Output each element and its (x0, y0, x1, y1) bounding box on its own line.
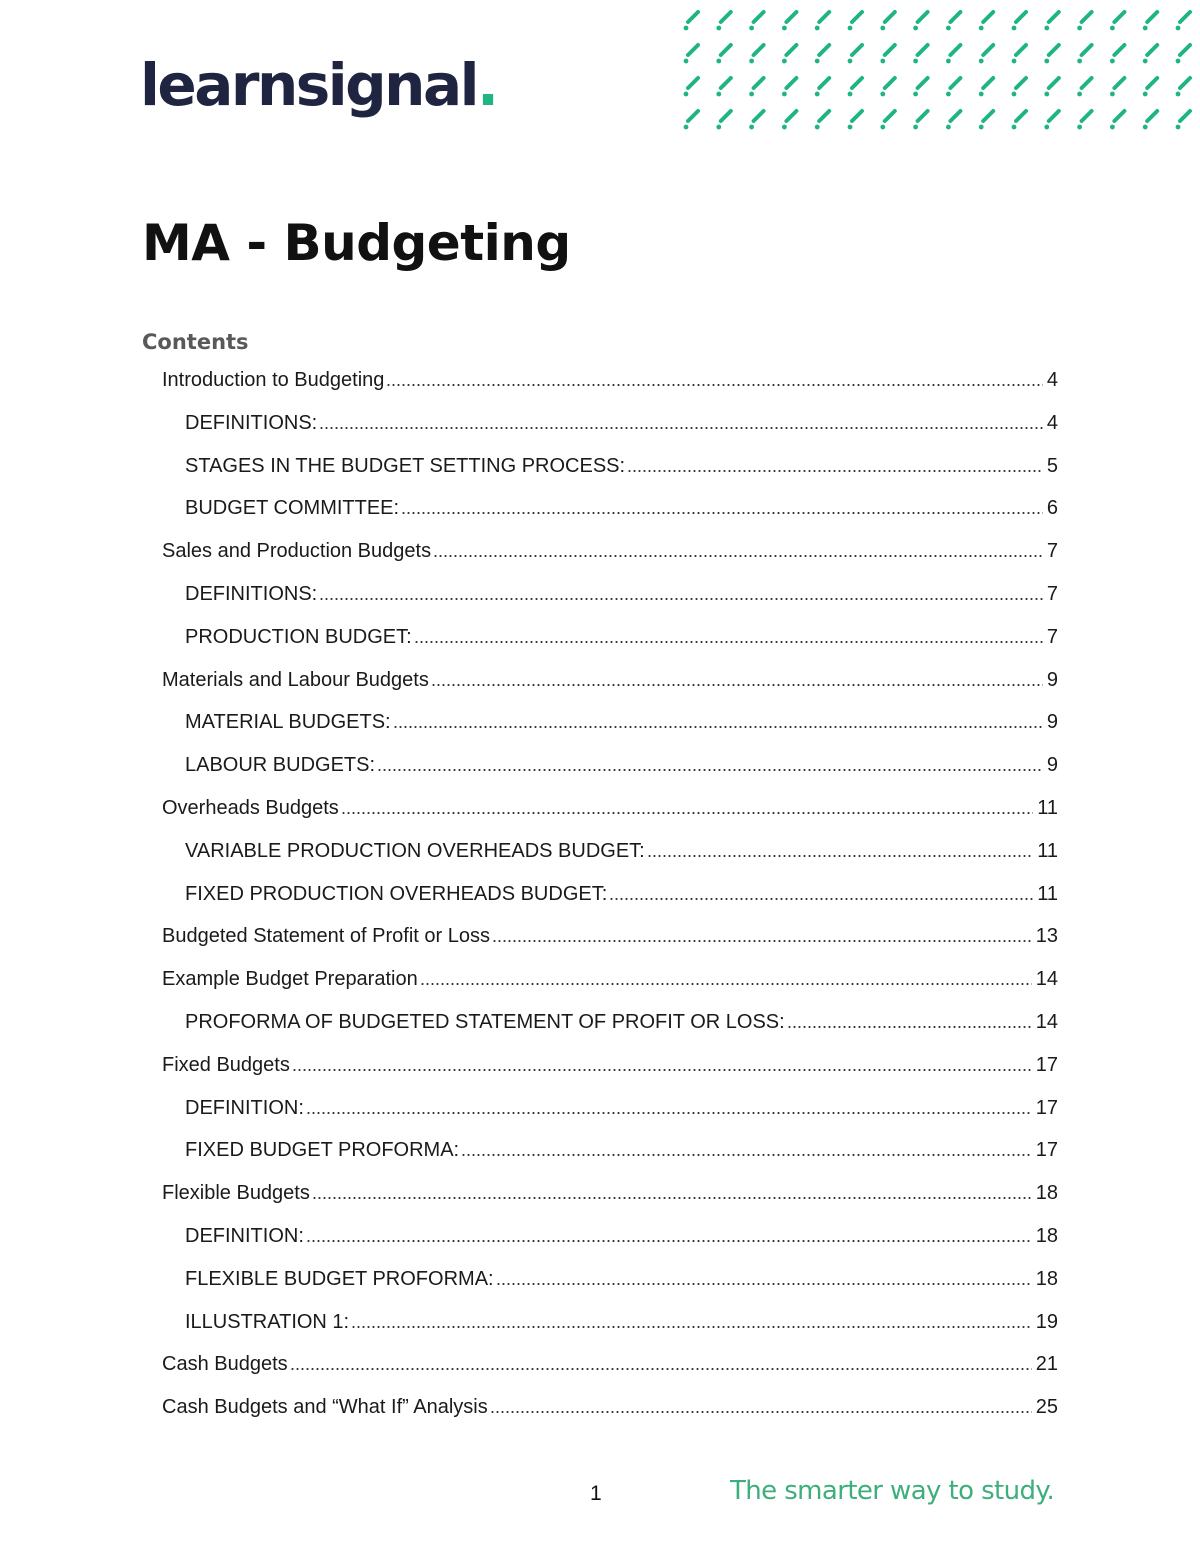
brand-logo (140, 51, 497, 119)
contents-heading: Contents (142, 330, 249, 354)
slash-mark (1016, 111, 1026, 121)
slash-mark (786, 111, 796, 121)
slash-dot (1044, 125, 1049, 130)
slash-dot (946, 92, 951, 97)
toc-entry-page: 9 (1046, 754, 1058, 777)
toc-entry-page: 17 (1035, 1053, 1058, 1076)
slash-mark (852, 12, 862, 22)
slash-dot (815, 26, 820, 31)
slash-mark (885, 78, 895, 88)
slash-mark (1049, 111, 1059, 121)
toc-entry[interactable] (185, 751, 1058, 781)
slash-mark (1114, 78, 1124, 88)
slash-mark (819, 111, 829, 121)
toc-entry-label: Example Budget Preparation (162, 968, 418, 991)
slash-mark (1016, 78, 1026, 88)
slash-dot (1176, 59, 1181, 64)
slash-dot (749, 26, 754, 31)
slash-dot (1176, 92, 1181, 97)
slash-mark (1147, 78, 1157, 88)
toc-dot-leader (341, 795, 1033, 815)
slash-dot (1044, 59, 1049, 64)
toc-entry[interactable] (162, 922, 1058, 952)
slash-dot (782, 92, 787, 97)
toc-entry-label: DEFINITION: (185, 1225, 304, 1247)
slash-mark (786, 78, 796, 88)
toc-entry[interactable] (185, 1265, 1058, 1295)
slash-mark (721, 78, 731, 88)
slash-mark (950, 111, 960, 121)
toc-entry-label: Fixed Budgets (162, 1053, 290, 1076)
toc-entry[interactable] (162, 1350, 1058, 1380)
toc-entry[interactable] (185, 452, 1058, 482)
slash-mark (1180, 12, 1190, 22)
toc-dot-leader (496, 1266, 1032, 1286)
toc-entry[interactable] (162, 537, 1058, 567)
toc-dot-leader (351, 1309, 1032, 1329)
toc-entry-label: Cash Budgets and “What If” Analysis (162, 1396, 488, 1419)
toc-entry[interactable] (162, 1051, 1058, 1081)
slash-mark (1114, 12, 1124, 22)
slash-mark (754, 45, 764, 55)
toc-entry-page: 18 (1035, 1182, 1058, 1205)
slash-mark (1049, 12, 1059, 22)
toc-entry-label: FIXED BUDGET PROFORMA: (185, 1139, 460, 1162)
toc-entry[interactable] (185, 1136, 1058, 1166)
toc-entry[interactable] (185, 837, 1058, 867)
slash-dot (913, 92, 918, 97)
slash-mark (1016, 45, 1026, 55)
slash-dot (1012, 26, 1017, 31)
slash-mark (1016, 12, 1026, 22)
toc-entry[interactable] (185, 708, 1058, 738)
toc-entry-page: 11 (1037, 839, 1058, 862)
toc-entry-label: Introduction to Budgeting (162, 369, 385, 391)
slash-mark (786, 45, 796, 55)
slash-dot (716, 125, 721, 130)
toc-entry-page: 18 (1035, 1267, 1058, 1290)
slash-mark (918, 45, 928, 55)
toc-entry-page: 11 (1037, 797, 1058, 819)
toc-entry-label: ILLUSTRATION 1: (185, 1310, 350, 1333)
toc-entry[interactable] (185, 1094, 1058, 1124)
toc-entry-label: PRODUCTION BUDGET: (185, 625, 412, 648)
toc-entry-page: 4 (1046, 369, 1058, 391)
slash-mark (1082, 12, 1092, 22)
slash-mark (983, 45, 993, 55)
slash-mark (950, 78, 960, 88)
toc-entry[interactable] (162, 366, 1058, 396)
toc-dot-leader (319, 581, 1043, 601)
slash-dot (815, 59, 820, 64)
slash-mark (983, 12, 993, 22)
toc-dot-leader (401, 495, 1043, 515)
toc-dot-leader (420, 966, 1032, 986)
slash-mark (918, 12, 928, 22)
toc-entry-page: 14 (1035, 1011, 1058, 1033)
toc-entry[interactable] (185, 880, 1058, 910)
toc-entry-label: Overheads Budgets (162, 797, 339, 819)
slash-mark (754, 78, 764, 88)
slash-mark (688, 78, 698, 88)
toc-entry-page: 5 (1046, 454, 1058, 477)
slash-dot (782, 59, 787, 64)
toc-entry-label: PROFORMA OF BUDGETED STATEMENT OF PROFIT OR LOSS: (185, 1011, 785, 1033)
slash-dot (880, 125, 885, 130)
toc-entry[interactable] (185, 494, 1058, 524)
slash-dot (782, 26, 787, 31)
slash-mark (918, 78, 928, 88)
slash-dot (716, 92, 721, 97)
toc-entry-page: 9 (1046, 668, 1058, 691)
toc-entry[interactable] (185, 623, 1058, 653)
toc-dot-leader (433, 538, 1043, 558)
slash-dot (684, 92, 689, 97)
slash-mark (721, 12, 731, 22)
toc-entry-label: STAGES IN THE BUDGET SETTING PROCESS: (185, 454, 626, 477)
toc-entry-label: FIXED PRODUCTION OVERHEADS BUDGET: (185, 882, 608, 905)
slash-dot (979, 92, 984, 97)
toc-entry-page: 25 (1035, 1396, 1058, 1419)
toc-entry-page: 7 (1046, 625, 1058, 648)
slash-mark (1049, 45, 1059, 55)
slash-mark (885, 45, 895, 55)
toc-dot-leader (609, 881, 1033, 901)
slash-dot (1110, 59, 1115, 64)
slash-mark (1147, 45, 1157, 55)
slash-dot (979, 125, 984, 130)
slash-mark (852, 45, 862, 55)
toc-entry-label: Cash Budgets (162, 1353, 288, 1376)
slash-dot (1110, 125, 1115, 130)
slash-dot (1143, 59, 1148, 64)
slash-mark (754, 12, 764, 22)
slash-dot (1176, 26, 1181, 31)
toc-entry-page: 14 (1035, 968, 1058, 991)
slash-dot (1143, 26, 1148, 31)
toc-entry[interactable] (185, 1308, 1058, 1338)
slash-dot (848, 26, 853, 31)
slash-dot (848, 92, 853, 97)
toc-dot-leader (393, 709, 1043, 729)
slash-dot (815, 125, 820, 130)
toc-entry[interactable] (185, 580, 1058, 610)
slash-mark (721, 45, 731, 55)
slash-dot (946, 125, 951, 130)
slash-mark (819, 12, 829, 22)
slash-mark (688, 12, 698, 22)
slash-dot (1044, 26, 1049, 31)
toc-entry-page: 6 (1046, 497, 1058, 520)
slash-mark (1114, 111, 1124, 121)
slash-mark (1147, 111, 1157, 121)
slash-pattern-icon (676, 6, 1196, 134)
toc-dot-leader (461, 1137, 1032, 1157)
slash-dot (1012, 125, 1017, 130)
slash-mark (852, 78, 862, 88)
toc-entry-page: 9 (1046, 711, 1058, 734)
toc-dot-leader (319, 410, 1043, 430)
toc-entry[interactable] (162, 1179, 1058, 1209)
slash-dot (946, 59, 951, 64)
toc-entry-page: 7 (1046, 540, 1058, 563)
toc-dot-leader (492, 923, 1032, 943)
slash-mark (983, 78, 993, 88)
toc-entry-label: Sales and Production Budgets (162, 540, 432, 563)
slash-dot (1110, 92, 1115, 97)
toc-entry-label: DEFINITIONS: (185, 411, 318, 434)
slash-dot (946, 26, 951, 31)
slash-mark (1180, 111, 1190, 121)
slash-mark (1082, 45, 1092, 55)
toc-entry[interactable] (162, 1393, 1058, 1423)
slash-mark (1147, 12, 1157, 22)
brand-logo-text: learnsignal (140, 51, 477, 119)
slash-dot (749, 59, 754, 64)
slash-dot (880, 92, 885, 97)
page-number: 1 (590, 1482, 602, 1505)
toc-entry-page: 19 (1035, 1310, 1058, 1333)
slash-dot (1077, 59, 1082, 64)
slash-mark (819, 45, 829, 55)
toc-entry-page: 4 (1046, 411, 1058, 434)
slash-mark (918, 111, 928, 121)
slash-dot (880, 26, 885, 31)
slash-mark (721, 111, 731, 121)
brand-logo-dot: . (476, 51, 497, 119)
toc-dot-leader (787, 1009, 1032, 1029)
toc-entry-page: 17 (1035, 1096, 1058, 1119)
slash-mark (1180, 78, 1190, 88)
slash-dot (848, 59, 853, 64)
slash-mark (1082, 111, 1092, 121)
toc-entry-label: FLEXIBLE BUDGET PROFORMA: (185, 1267, 494, 1290)
slash-dot (1077, 125, 1082, 130)
toc-dot-leader (292, 1052, 1032, 1072)
slash-dot (1044, 92, 1049, 97)
document-title: MA - Budgeting (142, 214, 571, 272)
slash-mark (1114, 45, 1124, 55)
slash-dot (684, 125, 689, 130)
slash-dot (1110, 26, 1115, 31)
slash-mark (852, 111, 862, 121)
slash-dot (1143, 125, 1148, 130)
slash-dot (1077, 92, 1082, 97)
toc-entry-label: BUDGET COMMITTEE: (185, 497, 400, 520)
toc-entry[interactable] (185, 409, 1058, 439)
slash-dot (782, 125, 787, 130)
slash-dot (880, 59, 885, 64)
toc-entry[interactable] (185, 1222, 1058, 1252)
toc-entry-page: 18 (1035, 1225, 1058, 1247)
slash-dot (749, 92, 754, 97)
toc-entry-label: LABOUR BUDGETS: (185, 754, 376, 777)
slash-dot (979, 59, 984, 64)
slash-dot (684, 26, 689, 31)
toc-dot-leader (431, 667, 1043, 687)
slash-dot (1143, 92, 1148, 97)
slash-dot (1012, 92, 1017, 97)
toc-entry-label: Materials and Labour Budgets (162, 668, 429, 691)
toc-dot-leader (647, 838, 1034, 858)
toc-entry-page: 7 (1046, 583, 1058, 605)
toc-dot-leader (377, 752, 1043, 772)
toc-entry-label: MATERIAL BUDGETS: (185, 711, 391, 734)
slash-mark (950, 45, 960, 55)
toc-entry-label: DEFINITION: (185, 1096, 304, 1119)
slash-mark (885, 12, 895, 22)
slash-mark (688, 45, 698, 55)
toc-dot-leader (290, 1351, 1032, 1371)
toc-dot-leader (386, 367, 1042, 387)
slash-mark (786, 12, 796, 22)
slash-dot (749, 125, 754, 130)
slash-mark (1049, 78, 1059, 88)
toc-dot-leader (627, 453, 1043, 473)
toc-entry-page: 21 (1035, 1353, 1058, 1376)
toc-entry-label: Budgeted Statement of Profit or Loss (162, 925, 490, 948)
slash-dot (913, 26, 918, 31)
slash-dot (1077, 26, 1082, 31)
slash-mark (688, 111, 698, 121)
toc-entry-page: 13 (1035, 925, 1058, 948)
slash-dot (1176, 125, 1181, 130)
slash-dot (716, 26, 721, 31)
slash-dot (1012, 59, 1017, 64)
slash-mark (1180, 45, 1190, 55)
footer-tagline: The smarter way to study. (730, 1476, 1055, 1506)
slash-mark (983, 111, 993, 121)
toc-entry[interactable] (185, 1008, 1058, 1038)
slash-mark (754, 111, 764, 121)
toc-dot-leader (306, 1223, 1032, 1243)
slash-dot (848, 125, 853, 130)
toc-entry[interactable] (162, 666, 1058, 696)
slash-mark (819, 78, 829, 88)
toc-entry-label: Flexible Budgets (162, 1182, 310, 1205)
slash-mark (1082, 78, 1092, 88)
toc-entry-page: 11 (1037, 882, 1058, 905)
slash-dot (815, 92, 820, 97)
toc-entry[interactable] (162, 965, 1058, 995)
slash-mark (950, 12, 960, 22)
slash-dot (979, 26, 984, 31)
toc-dot-leader (306, 1095, 1032, 1115)
slash-dot (716, 59, 721, 64)
toc-entry[interactable] (162, 794, 1058, 824)
toc-entry-label: DEFINITIONS: (185, 583, 318, 605)
toc-dot-leader (312, 1180, 1032, 1200)
toc-entry-page: 17 (1035, 1139, 1058, 1162)
toc-dot-leader (490, 1394, 1032, 1414)
slash-mark (885, 111, 895, 121)
toc-entry-label: VARIABLE PRODUCTION OVERHEADS BUDGET: (185, 839, 645, 862)
toc-dot-leader (414, 624, 1043, 644)
slash-dot (913, 125, 918, 130)
slash-dot (913, 59, 918, 64)
slash-dot (684, 59, 689, 64)
